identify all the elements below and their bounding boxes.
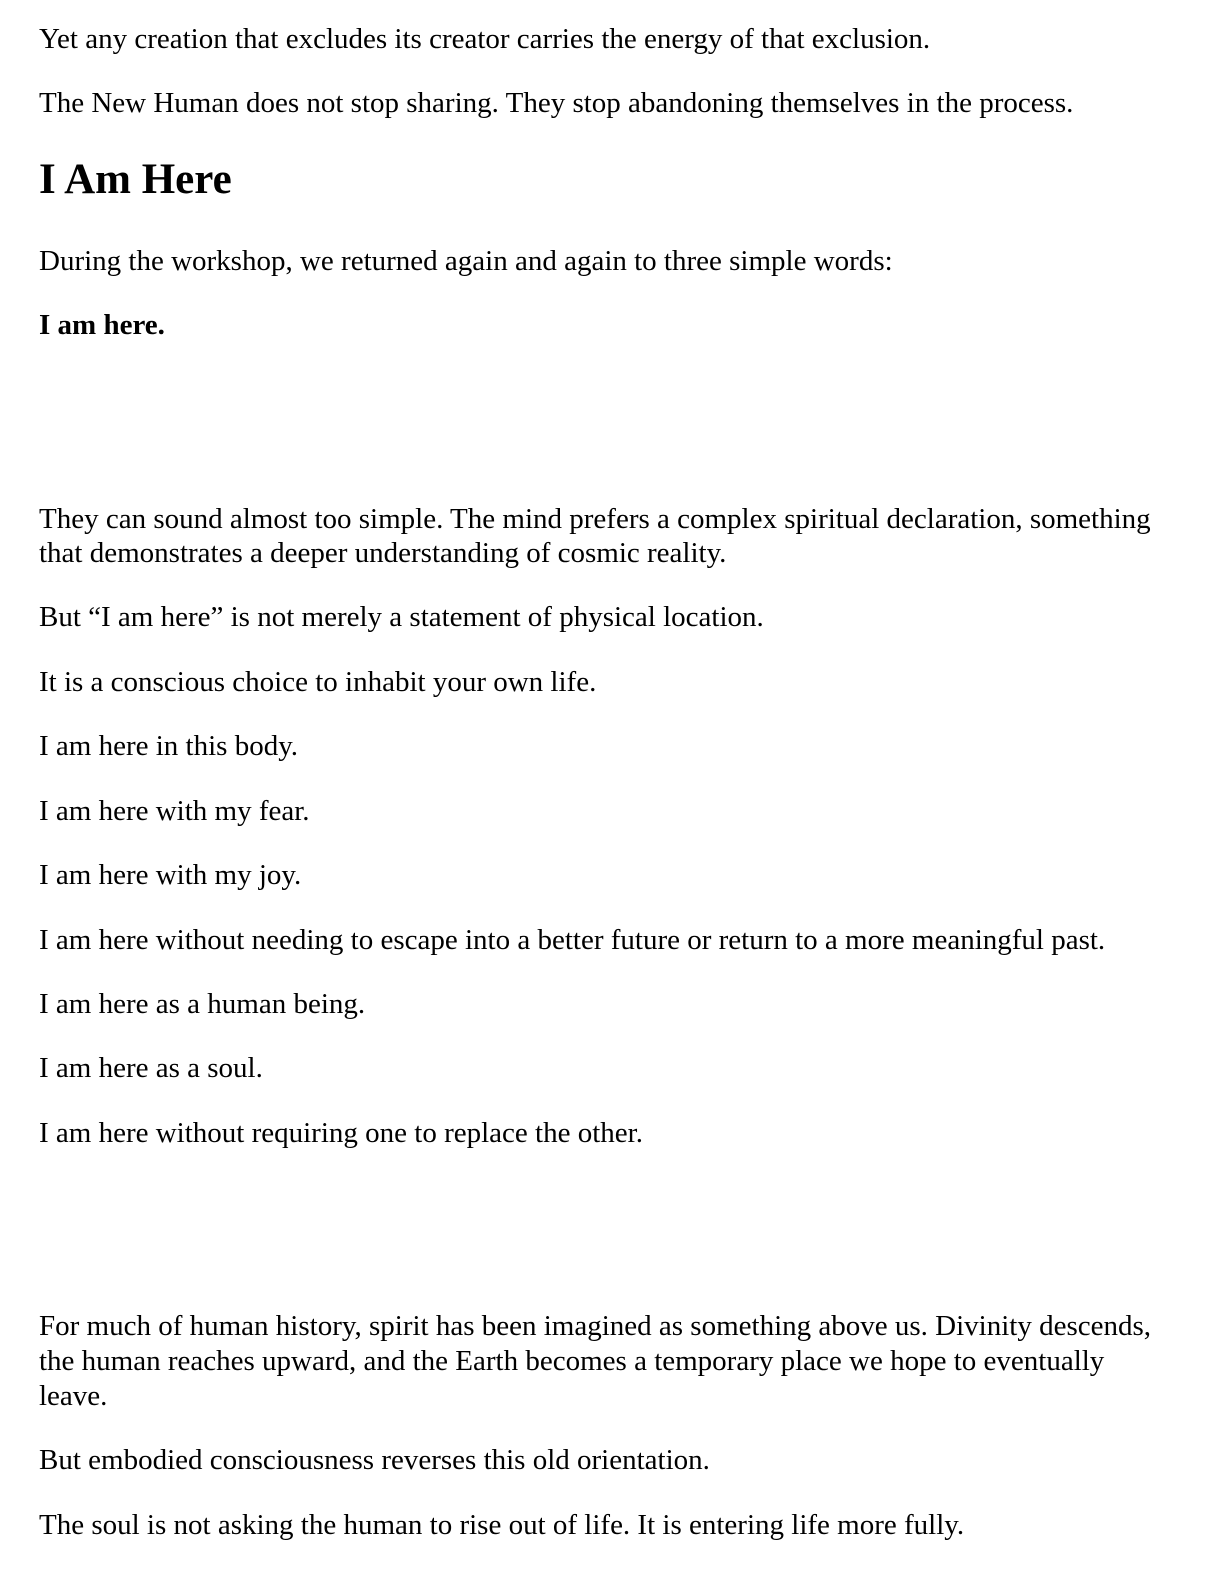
affirmation-line: I am here with my joy. (39, 859, 302, 891)
section-paragraph-5-line-3: leave. (39, 1380, 108, 1412)
affirmation-line: I am here as a human being. (39, 988, 366, 1020)
section-paragraph-2-line-1: They can sound almost too simple. The mind prefers a complex spiritual declaration, something (39, 503, 1151, 535)
section-paragraph-5-line-1: For much of human history, spirit has been imagined as something above us. Divinity descends, (39, 1310, 1152, 1342)
affirmation-line: I am here in this body. (39, 730, 299, 762)
intro-paragraph-1: Yet any creation that excludes its creator carries the energy of that exclusion. (39, 23, 931, 55)
affirmation-line: I am here as a soul. (39, 1052, 263, 1084)
section-paragraph-2-line-2: that demonstrates a deeper understanding of cosmic reality. (39, 537, 727, 569)
section-paragraph-7: The soul is not asking the human to rise out of life. It is entering life more fully. (39, 1509, 965, 1541)
affirmation-line: I am here without requiring one to replace the other. (39, 1117, 643, 1149)
affirmation-line: I am here with my fear. (39, 795, 310, 827)
section-paragraph-5-line-2: the human reaches upward, and the Earth becomes a temporary place we hope to eventually (39, 1345, 1105, 1377)
section-paragraph-3: But “I am here” is not merely a statement of physical location. (39, 601, 764, 633)
section-paragraph-1: During the workshop, we returned again and again to three simple words: (39, 245, 893, 277)
intro-paragraph-2: The New Human does not stop sharing. They stop abandoning themselves in the process. (39, 87, 1074, 119)
section-heading: I Am Here (39, 156, 232, 203)
affirmation-line: I am here without needing to escape into a better future or return to a more meaningful past. (39, 924, 1106, 956)
emphasis-line: I am here. (39, 309, 165, 341)
section-paragraph-6: But embodied consciousness reverses this old orientation. (39, 1444, 710, 1476)
section-paragraph-4: It is a conscious choice to inhabit your own life. (39, 666, 597, 698)
